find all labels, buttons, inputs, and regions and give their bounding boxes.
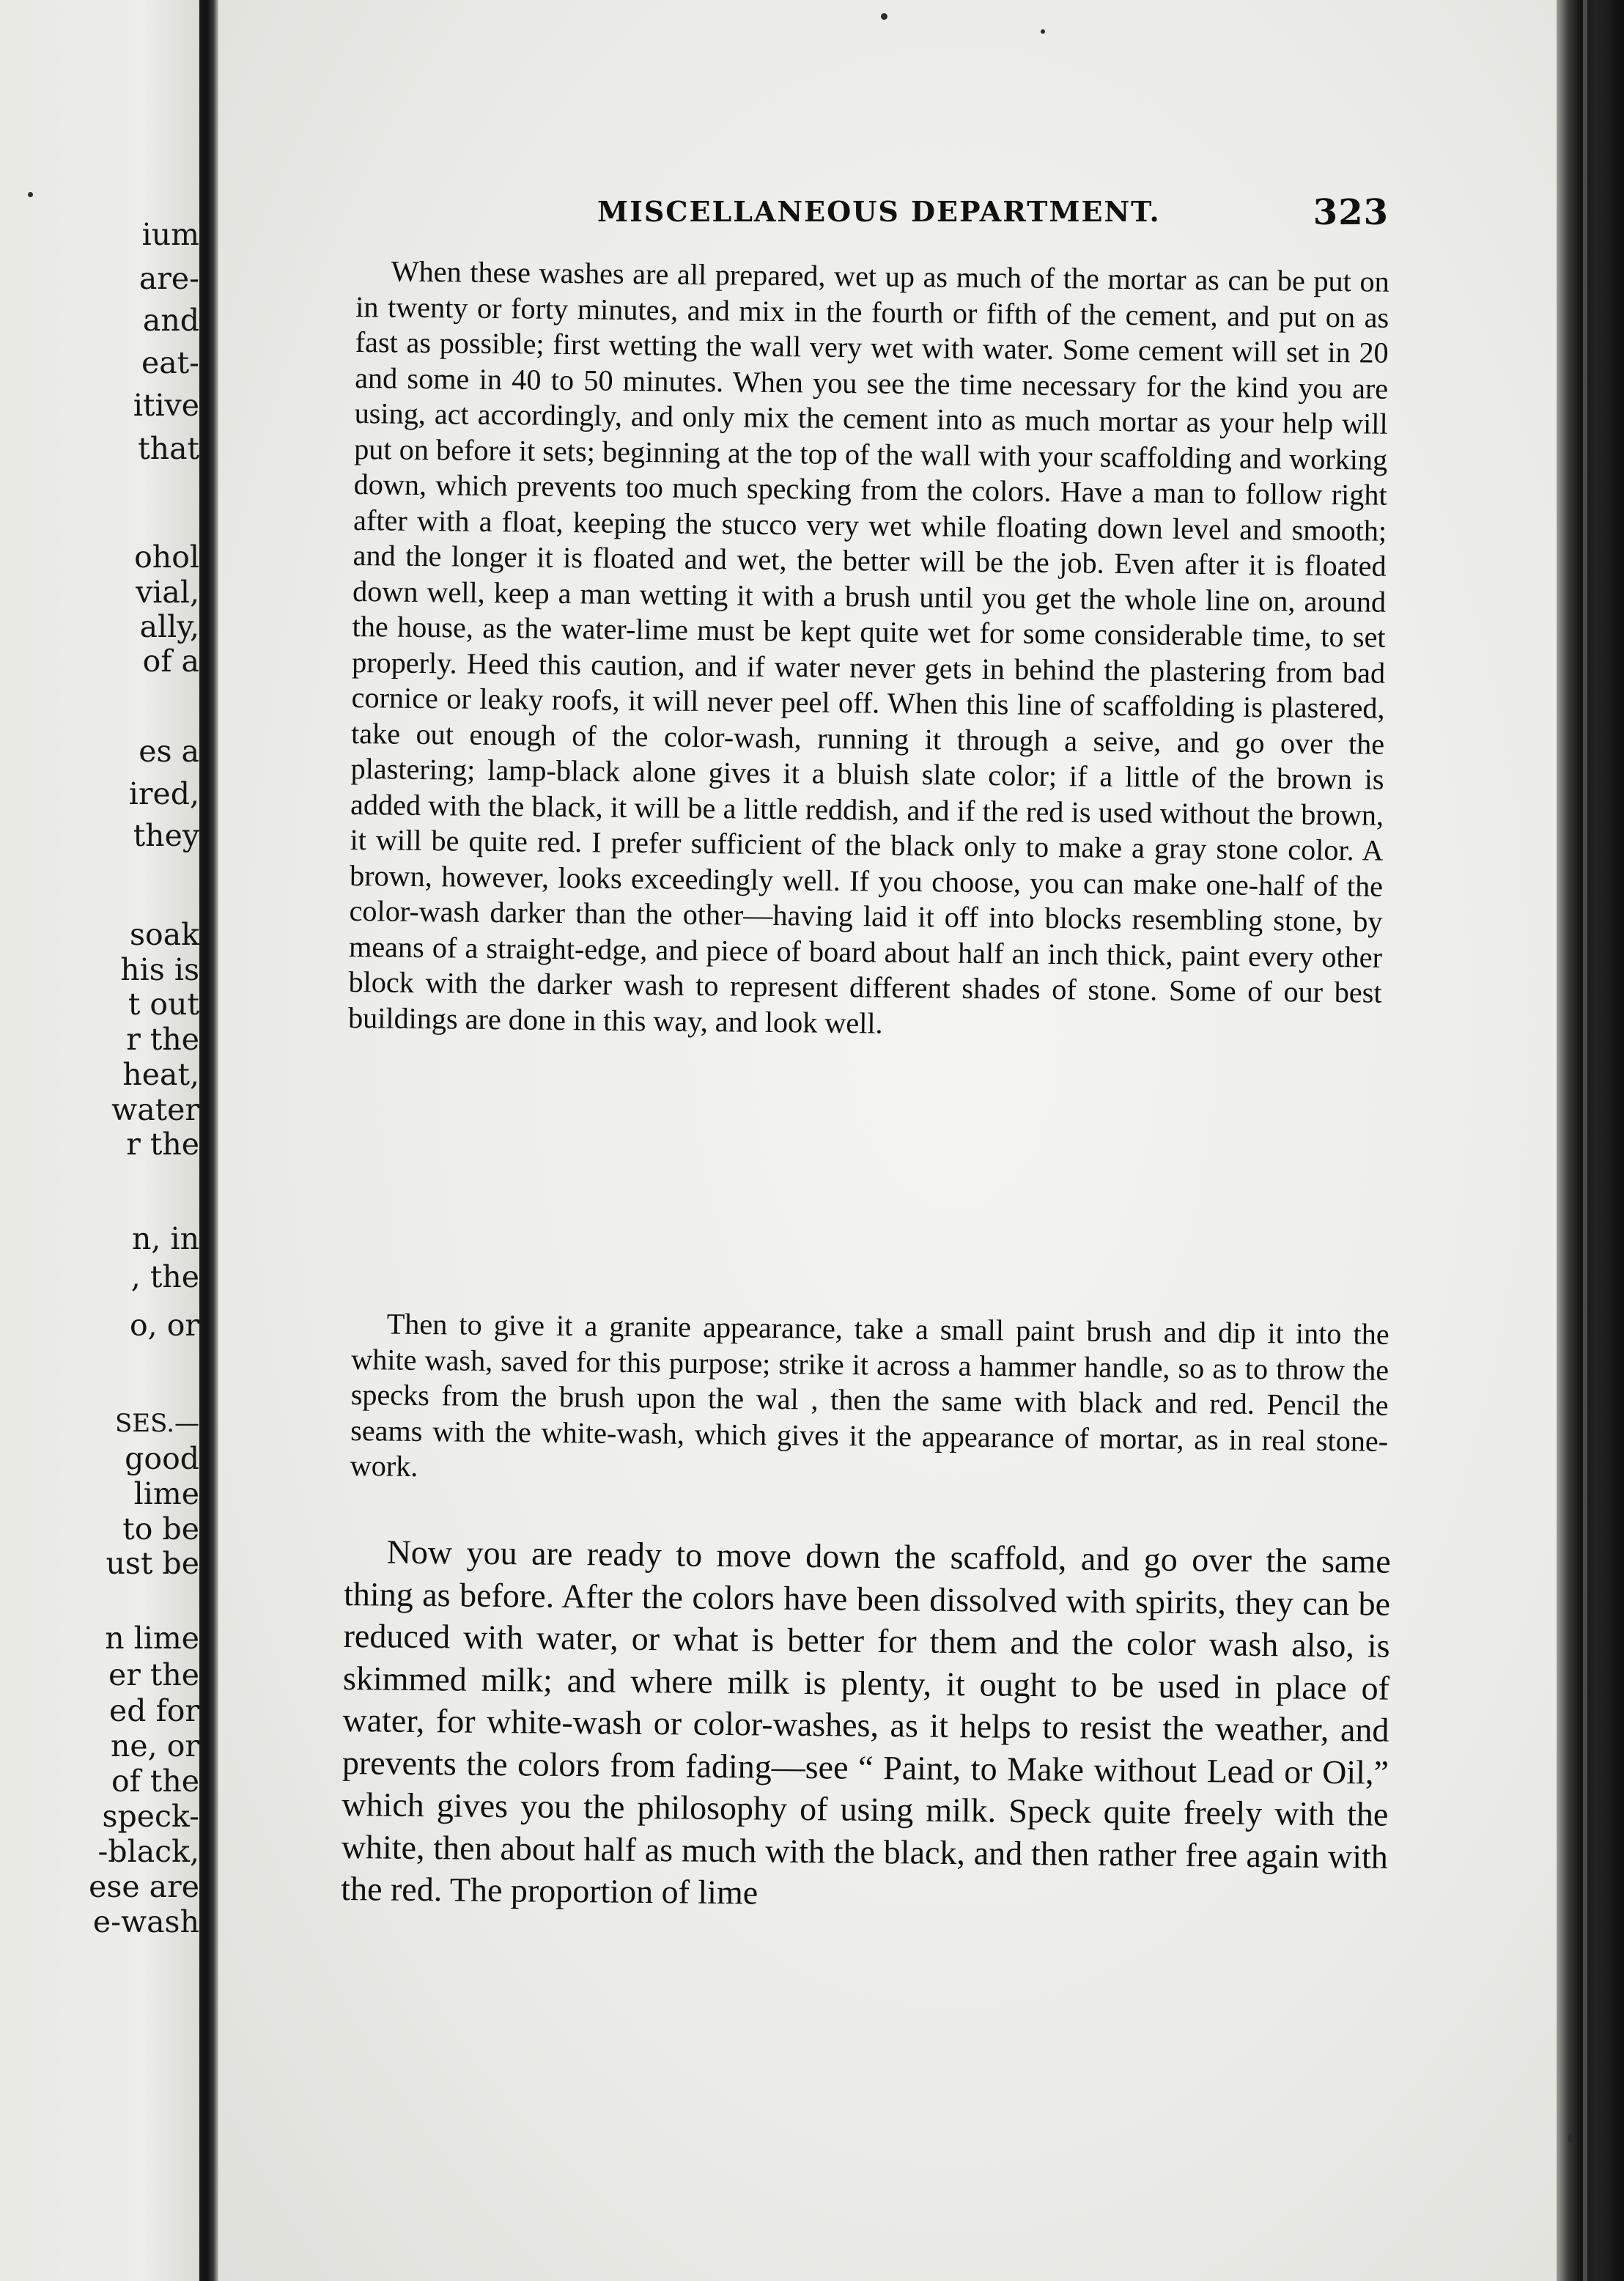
left-text-fragment: his is <box>120 952 199 987</box>
left-text-fragment: itive <box>133 388 199 423</box>
page-header <box>597 192 1389 236</box>
left-text-fragment: and <box>142 303 199 338</box>
left-text-fragment: are- <box>139 261 199 296</box>
left-text-fragment: ohol <box>134 539 199 575</box>
running-head: MISCELLANEOUS DEPARTMENT. <box>597 195 1161 228</box>
left-text-fragment: lime <box>133 1476 199 1511</box>
left-text-fragment: er the <box>108 1657 199 1692</box>
left-text-fragment: t out <box>128 987 199 1022</box>
paragraph-text: When these washes are all prepared, wet up as much of the mortar as can be put on in twenty or forty minutes, and mix in the fourth or fifth of the cement, and put on as fast as possible; first wetting the wall very wet with water. Some cement will set in 20 and some in 40 to 50 minutes. When you see the time necessary for the kind you are using, act accordingly, and only mix the cement into as much mortar as your help will put on before it sets; beginning at the top of the wall with your scaffolding and working down, which prevents too much specking from the colors. Have a man to follow right after with a float, keeping the stucco very wet while floating down level and smooth; and the longer it is floated and wet, the better will be the job. Even after it is floated down well, keep a man wetting it with a brush until you get the whole line on, around the house, as the water-lime must be kept quite wet for some considerable time, to set properly. Heed this caution, and if water never gets in behind the plastering from bad cornice or leaky roofs, it will never peel off. When this line of scaffolding is plastered, take out enough of the color-wash, running it through a seive, and go over the plastering; lamp-black alone gives it a bluish slate color; if a little of the brown is added with the black, it will be a little reddish, and if the red is used without the brown, it will be quite red. I prefer sufficient of the black only to make a gray stone color. A brown, however, looks exceedingly well. If you choose, you can make one-half of the color-wash darker than the other—having laid it off into blocks resembling stone, by means of a straight-edge, and piece of board about half an inch thick, paint every other block with the darker wash to represent different shades of stone. Some of our best buildings are done in this way, and look well. <box>347 254 1389 1040</box>
left-text-fragment: speck- <box>102 1799 199 1834</box>
left-facing-page <box>0 0 199 2281</box>
left-text-fragment: that <box>138 431 199 466</box>
scan-speck <box>1568 2133 1573 2143</box>
left-text-fragment: to be <box>122 1511 199 1547</box>
left-text-fragment: ired, <box>128 776 199 811</box>
left-text-fragment: e-wash <box>92 1904 199 1939</box>
left-text-fragment: n lime <box>105 1621 199 1656</box>
scan-speck <box>881 13 887 20</box>
left-text-fragment: ed for <box>109 1693 199 1728</box>
page-number: 323 <box>1313 192 1389 233</box>
left-text-fragment: they <box>133 818 199 853</box>
left-text-fragment: es a <box>139 734 199 769</box>
book-gutter-shadow <box>199 0 218 2281</box>
left-text-fragment: water <box>111 1092 199 1127</box>
left-text-fragment: vial, <box>136 575 199 610</box>
paragraph-text: Now you are ready to move down the scaffold, and go over the same thing as before. After the colors have been dissolved with spirits, they can be reduced with water, or what is better for them and the color wash also, is skimmed milk; and where milk is plenty, it ought to be used in place of water, for white-wash or color-washes, as it helps to resist the weather, and prevents the colors from fading—see “ Paint, to Make without Lead or Oil,” which gives you the philosophy of using milk. Speck quite freely with the white, then about half as much with the black, and then rather free again with the red. The proportion of lime <box>341 1533 1391 1912</box>
paragraph-granite-appearance <box>350 1306 1389 1495</box>
scan-speck <box>1041 29 1045 34</box>
left-text-fragment: good <box>125 1441 199 1476</box>
left-text-fragment: eat- <box>141 345 199 380</box>
left-text-fragment: ne, or <box>110 1728 199 1764</box>
left-text-fragment: o, or <box>129 1308 199 1343</box>
paragraph-stucco-application <box>348 254 1389 1047</box>
left-text-fragment: of the <box>111 1764 199 1799</box>
left-text-fragment: r the <box>126 1127 199 1162</box>
left-text-fragment: r the <box>126 1022 199 1057</box>
left-text-fragment: -black, <box>97 1834 199 1869</box>
paragraph-text: Then to give it a granite appearance, take a small paint brush and dip it into the white wash, saved for this purpose; strike it across a hammer handle, so as to throw the specks from the brush upon the wal , then the same with black and red. Pencil the seams with the white-wash, which gives it the appearance of mortar, as in real stone-work. <box>350 1307 1389 1483</box>
paragraph-move-scaffold <box>341 1530 1391 1920</box>
left-text-fragment: of a <box>142 644 199 679</box>
left-text-fragment: ium <box>141 217 199 252</box>
left-text-fragment: soak <box>129 917 199 952</box>
left-text-fragment: heat, <box>122 1057 199 1092</box>
scan-speck <box>28 192 33 197</box>
left-text-fragment: ally, <box>139 609 199 644</box>
left-text-fragment: ese are <box>89 1869 199 1904</box>
binding-line <box>1583 0 1587 2281</box>
left-text-fragment: n, in <box>132 1221 199 1256</box>
left-text-fragment: ust be <box>106 1546 199 1581</box>
left-text-fragment: , the <box>130 1259 199 1294</box>
left-text-fragment: SES.— <box>115 1409 199 1438</box>
page-edge-binding <box>1557 0 1624 2281</box>
